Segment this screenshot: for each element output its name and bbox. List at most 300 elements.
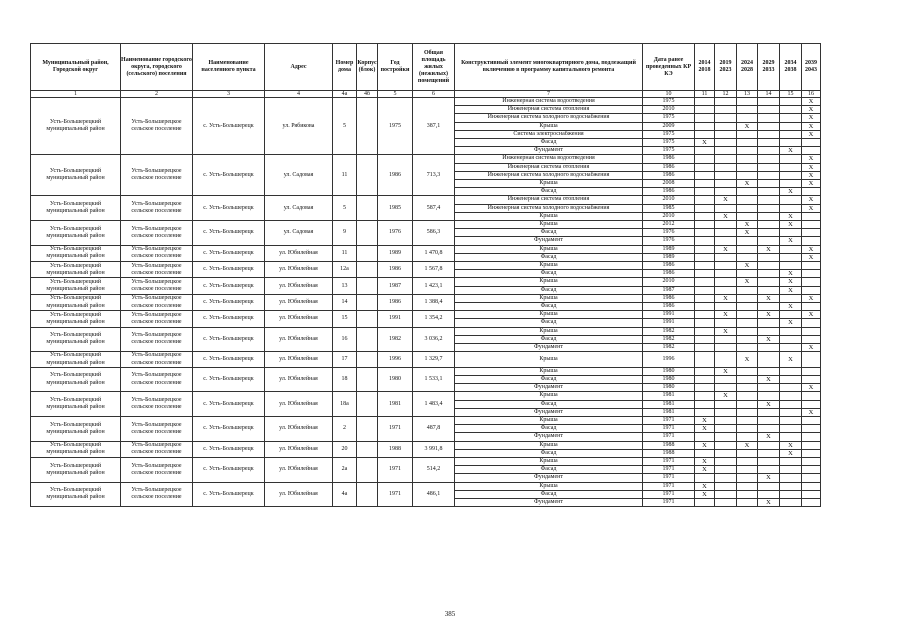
previous-repair-date-cell: 1986: [643, 171, 695, 179]
period-mark-cell: X: [802, 114, 821, 122]
house-settlement-cell: Усть-Большерецкое сельское поселение: [121, 221, 193, 246]
header-cell: Дата ранее проведенных КР КЭ: [643, 44, 695, 91]
period-mark-cell: [737, 237, 758, 245]
period-mark-cell: [695, 180, 715, 188]
house-building-cell: [357, 262, 378, 278]
period-mark-cell: [695, 229, 715, 237]
period-mark-cell: X: [802, 253, 821, 261]
period-mark-cell: X: [737, 352, 758, 367]
house-district-cell: Усть-Большерецкий муниципальный район: [31, 155, 121, 196]
period-mark-cell: [802, 466, 821, 474]
period-mark-cell: [758, 188, 780, 196]
period-mark-cell: [737, 367, 758, 375]
element-cell: Фасад: [455, 319, 643, 327]
house-building-cell: [357, 441, 378, 457]
period-mark-cell: [715, 114, 737, 122]
column-number: 14: [758, 91, 780, 98]
period-mark-cell: [780, 498, 802, 506]
period-mark-cell: X: [758, 400, 780, 408]
house-area-cell: 1 470,8: [413, 245, 455, 261]
house-locality-cell: с. Усть-Большерецк: [193, 196, 265, 221]
period-mark-cell: [780, 262, 802, 270]
period-mark-cell: [715, 490, 737, 498]
period-mark-cell: [802, 433, 821, 441]
period-mark-cell: X: [695, 425, 715, 433]
house-year-cell: 1986: [378, 294, 413, 310]
previous-repair-date-cell: 2010: [643, 196, 695, 204]
previous-repair-date-cell: 1976: [643, 229, 695, 237]
table-row: [31, 392, 821, 400]
house-year-cell: 1986: [378, 262, 413, 278]
period-mark-cell: [802, 457, 821, 465]
house-locality-cell: с. Усть-Большерецк: [193, 367, 265, 392]
period-mark-cell: [802, 392, 821, 400]
element-cell: Инженерная система отопления: [455, 106, 643, 114]
period-mark-cell: [780, 130, 802, 138]
period-mark-cell: [737, 106, 758, 114]
house-year-cell: 1976: [378, 221, 413, 246]
house-settlement-cell: Усть-Большерецкое сельское поселение: [121, 416, 193, 441]
period-mark-cell: [802, 482, 821, 490]
period-mark-cell: [695, 400, 715, 408]
house-settlement-cell: Усть-Большерецкое сельское поселение: [121, 196, 193, 221]
period-mark-cell: [780, 229, 802, 237]
previous-repair-date-cell: 1987: [643, 286, 695, 294]
period-mark-cell: [780, 98, 802, 106]
table-row: [31, 294, 821, 302]
house-building-cell: [357, 245, 378, 261]
period-mark-cell: X: [780, 237, 802, 245]
period-mark-cell: X: [695, 139, 715, 147]
period-mark-cell: [695, 147, 715, 155]
period-mark-cell: [737, 466, 758, 474]
period-mark-cell: [695, 303, 715, 311]
house-building-cell: [357, 416, 378, 441]
period-mark-cell: X: [715, 196, 737, 204]
house-locality-cell: с. Усть-Большерецк: [193, 482, 265, 507]
period-mark-cell: X: [715, 294, 737, 302]
house-locality-cell: с. Усть-Большерецк: [193, 416, 265, 441]
house-area-cell: 1 388,4: [413, 294, 455, 310]
period-mark-cell: X: [802, 311, 821, 319]
period-mark-cell: [758, 482, 780, 490]
period-mark-cell: [802, 188, 821, 196]
period-mark-cell: X: [802, 130, 821, 138]
period-mark-cell: X: [802, 180, 821, 188]
period-mark-cell: X: [802, 163, 821, 171]
header-cell: Корпус (блок): [357, 44, 378, 91]
period-mark-cell: X: [780, 441, 802, 449]
element-cell: Крыша: [455, 441, 643, 449]
house-year-cell: 1988: [378, 441, 413, 457]
period-mark-cell: X: [715, 392, 737, 400]
house-locality-cell: с. Усть-Большерецк: [193, 278, 265, 294]
house-locality-cell: с. Усть-Большерецк: [193, 294, 265, 310]
period-mark-cell: [802, 490, 821, 498]
period-mark-cell: [802, 278, 821, 286]
element-cell: Крыша: [455, 262, 643, 270]
previous-repair-date-cell: 1971: [643, 466, 695, 474]
period-mark-cell: X: [758, 311, 780, 319]
table-body: [31, 98, 821, 507]
previous-repair-date-cell: 1971: [643, 498, 695, 506]
house-building-cell: [357, 457, 378, 482]
house-locality-cell: с. Усть-Большерецк: [193, 457, 265, 482]
period-mark-cell: [758, 303, 780, 311]
previous-repair-date-cell: 1982: [643, 344, 695, 352]
table-row: [31, 262, 821, 270]
period-mark-cell: X: [780, 303, 802, 311]
house-settlement-cell: Усть-Большерецкое сельское поселение: [121, 327, 193, 352]
house-house-cell: 5: [333, 98, 357, 155]
period-mark-cell: [758, 253, 780, 261]
period-mark-cell: [715, 441, 737, 449]
period-mark-cell: X: [737, 229, 758, 237]
element-cell: Крыша: [455, 278, 643, 286]
house-year-cell: 1996: [378, 352, 413, 367]
house-area-cell: 514,2: [413, 457, 455, 482]
house-area-cell: 1 567,8: [413, 262, 455, 278]
period-mark-cell: [737, 130, 758, 138]
period-mark-cell: [737, 163, 758, 171]
element-cell: Фасад: [455, 425, 643, 433]
period-mark-cell: X: [780, 319, 802, 327]
element-cell: Фасад: [455, 303, 643, 311]
previous-repair-date-cell: 1971: [643, 416, 695, 424]
period-mark-cell: [758, 449, 780, 457]
period-mark-cell: [758, 441, 780, 449]
house-settlement-cell: Усть-Большерецкое сельское поселение: [121, 457, 193, 482]
table-row: [31, 155, 821, 163]
house-house-cell: 9: [333, 221, 357, 246]
period-mark-cell: [737, 147, 758, 155]
period-mark-cell: [695, 311, 715, 319]
period-mark-cell: [715, 155, 737, 163]
period-mark-cell: [695, 171, 715, 179]
element-cell: Крыша: [455, 311, 643, 319]
element-cell: Фасад: [455, 375, 643, 383]
period-mark-cell: [715, 122, 737, 130]
period-mark-cell: [802, 229, 821, 237]
period-mark-cell: [715, 253, 737, 261]
period-mark-cell: [715, 229, 737, 237]
header-cell: Год постройки: [378, 44, 413, 91]
house-year-cell: 1971: [378, 416, 413, 441]
period-mark-cell: X: [802, 98, 821, 106]
period-mark-cell: [715, 106, 737, 114]
period-mark-cell: [758, 114, 780, 122]
house-address-cell: ул. Юбилейная: [265, 457, 333, 482]
period-mark-cell: [802, 474, 821, 482]
period-mark-cell: [737, 327, 758, 335]
house-settlement-cell: Усть-Большерецкое сельское поселение: [121, 367, 193, 392]
table-row: [31, 98, 821, 106]
period-mark-cell: X: [715, 245, 737, 253]
element-cell: Фасад: [455, 270, 643, 278]
period-mark-cell: [695, 196, 715, 204]
period-mark-cell: [715, 449, 737, 457]
element-cell: Фасад: [455, 139, 643, 147]
house-area-cell: 713,3: [413, 155, 455, 196]
house-locality-cell: с. Усть-Большерецк: [193, 155, 265, 196]
period-mark-cell: [758, 139, 780, 147]
period-mark-cell: X: [758, 474, 780, 482]
period-mark-cell: [802, 303, 821, 311]
period-mark-cell: [737, 98, 758, 106]
column-number-row: [31, 91, 821, 98]
period-mark-cell: [780, 335, 802, 343]
house-building-cell: [357, 278, 378, 294]
period-mark-cell: [737, 253, 758, 261]
column-number: 4б: [357, 91, 378, 98]
house-area-cell: 387,1: [413, 98, 455, 155]
element-cell: Инженерная система холодного водоснабжения: [455, 114, 643, 122]
house-locality-cell: с. Усть-Большерецк: [193, 441, 265, 457]
period-mark-cell: [715, 466, 737, 474]
element-cell: Фасад: [455, 253, 643, 261]
period-mark-cell: [715, 278, 737, 286]
house-address-cell: ул. Юбилейная: [265, 294, 333, 310]
period-mark-cell: X: [695, 441, 715, 449]
header-cell: 2024 2028: [737, 44, 758, 91]
house-district-cell: Усть-Большерецкий муниципальный район: [31, 311, 121, 327]
period-mark-cell: [802, 375, 821, 383]
element-cell: Фасад: [455, 335, 643, 343]
column-number: 13: [737, 91, 758, 98]
table-row: [31, 416, 821, 424]
period-mark-cell: [802, 237, 821, 245]
period-mark-cell: X: [780, 212, 802, 220]
period-mark-cell: [715, 457, 737, 465]
period-mark-cell: [737, 286, 758, 294]
column-number: 10: [643, 91, 695, 98]
house-settlement-cell: Усть-Большерецкое сельское поселение: [121, 311, 193, 327]
house-district-cell: Усть-Большерецкий муниципальный район: [31, 327, 121, 352]
previous-repair-date-cell: 1971: [643, 425, 695, 433]
house-address-cell: ул. Юбилейная: [265, 352, 333, 367]
period-mark-cell: [780, 375, 802, 383]
period-mark-cell: [737, 311, 758, 319]
period-mark-cell: X: [802, 408, 821, 416]
period-mark-cell: X: [780, 270, 802, 278]
table-row: [31, 441, 821, 449]
period-mark-cell: [780, 122, 802, 130]
period-mark-cell: [802, 319, 821, 327]
period-mark-cell: [758, 344, 780, 352]
period-mark-cell: [695, 319, 715, 327]
period-mark-cell: X: [780, 449, 802, 457]
house-settlement-cell: Усть-Большерецкое сельское поселение: [121, 278, 193, 294]
house-year-cell: 1982: [378, 327, 413, 352]
period-mark-cell: X: [802, 294, 821, 302]
period-mark-cell: [695, 335, 715, 343]
previous-repair-date-cell: 1986: [643, 303, 695, 311]
period-mark-cell: [737, 400, 758, 408]
previous-repair-date-cell: 1985: [643, 204, 695, 212]
previous-repair-date-cell: 1996: [643, 352, 695, 367]
house-house-cell: 2а: [333, 457, 357, 482]
house-year-cell: 1975: [378, 98, 413, 155]
previous-repair-date-cell: 1971: [643, 490, 695, 498]
header-cell: 2014 2018: [695, 44, 715, 91]
period-mark-cell: [695, 155, 715, 163]
house-building-cell: [357, 392, 378, 417]
previous-repair-date-cell: 1986: [643, 188, 695, 196]
table-row: [31, 352, 821, 367]
period-mark-cell: [695, 253, 715, 261]
period-mark-cell: [780, 425, 802, 433]
house-house-cell: 2: [333, 416, 357, 441]
period-mark-cell: [758, 384, 780, 392]
period-mark-cell: X: [737, 262, 758, 270]
house-address-cell: ул. Юбилейная: [265, 262, 333, 278]
element-cell: Крыша: [455, 482, 643, 490]
house-house-cell: 20: [333, 441, 357, 457]
house-settlement-cell: Усть-Большерецкое сельское поселение: [121, 294, 193, 310]
period-mark-cell: [758, 416, 780, 424]
house-building-cell: [357, 294, 378, 310]
house-locality-cell: с. Усть-Большерецк: [193, 311, 265, 327]
house-settlement-cell: Усть-Большерецкое сельское поселение: [121, 262, 193, 278]
period-mark-cell: [802, 335, 821, 343]
house-settlement-cell: Усть-Большерецкое сельское поселение: [121, 392, 193, 417]
period-mark-cell: X: [802, 122, 821, 130]
period-mark-cell: X: [802, 155, 821, 163]
period-mark-cell: [758, 163, 780, 171]
previous-repair-date-cell: 1986: [643, 155, 695, 163]
house-district-cell: Усть-Большерецкий муниципальный район: [31, 221, 121, 246]
period-mark-cell: [715, 433, 737, 441]
period-mark-cell: [758, 130, 780, 138]
column-number: 15: [780, 91, 802, 98]
period-mark-cell: [737, 171, 758, 179]
house-year-cell: 1981: [378, 392, 413, 417]
period-mark-cell: [758, 352, 780, 367]
period-mark-cell: [758, 155, 780, 163]
period-mark-cell: [758, 171, 780, 179]
period-mark-cell: [780, 204, 802, 212]
period-mark-cell: [695, 212, 715, 220]
element-cell: Фундамент: [455, 498, 643, 506]
period-mark-cell: [758, 180, 780, 188]
period-mark-cell: [715, 98, 737, 106]
header-cell: Муниципальный район, Городской округ: [31, 44, 121, 91]
house-settlement-cell: Усть-Большерецкое сельское поселение: [121, 482, 193, 507]
element-cell: Крыша: [455, 352, 643, 367]
period-mark-cell: X: [715, 311, 737, 319]
house-area-cell: 586,3: [413, 221, 455, 246]
house-district-cell: Усть-Большерецкий муниципальный район: [31, 441, 121, 457]
house-area-cell: 3 036,2: [413, 327, 455, 352]
table-row: [31, 278, 821, 286]
house-locality-cell: с. Усть-Большерецк: [193, 392, 265, 417]
period-mark-cell: [695, 163, 715, 171]
previous-repair-date-cell: 1976: [643, 237, 695, 245]
period-mark-cell: [780, 114, 802, 122]
house-year-cell: 1989: [378, 245, 413, 261]
period-mark-cell: [802, 400, 821, 408]
period-mark-cell: X: [737, 278, 758, 286]
previous-repair-date-cell: 2010: [643, 278, 695, 286]
period-mark-cell: [715, 408, 737, 416]
period-mark-cell: [715, 344, 737, 352]
page-number: 385: [444, 610, 456, 618]
house-settlement-cell: Усть-Большерецкое сельское поселение: [121, 352, 193, 367]
period-mark-cell: [802, 212, 821, 220]
house-year-cell: 1986: [378, 155, 413, 196]
header-cell: 2034 2038: [780, 44, 802, 91]
period-mark-cell: [802, 425, 821, 433]
period-mark-cell: [780, 400, 802, 408]
period-mark-cell: [802, 416, 821, 424]
element-cell: Инженерная система отопления: [455, 196, 643, 204]
period-mark-cell: [695, 392, 715, 400]
capital-repair-table: [30, 43, 821, 507]
period-mark-cell: [715, 204, 737, 212]
house-district-cell: Усть-Большерецкий муниципальный район: [31, 367, 121, 392]
period-mark-cell: X: [780, 278, 802, 286]
period-mark-cell: [780, 196, 802, 204]
period-mark-cell: [695, 130, 715, 138]
house-house-cell: 4а: [333, 482, 357, 507]
house-year-cell: 1985: [378, 196, 413, 221]
period-mark-cell: [802, 139, 821, 147]
period-mark-cell: X: [802, 196, 821, 204]
house-district-cell: Усть-Большерецкий муниципальный район: [31, 98, 121, 155]
previous-repair-date-cell: 1980: [643, 367, 695, 375]
period-mark-cell: X: [695, 490, 715, 498]
element-cell: Фундамент: [455, 384, 643, 392]
period-mark-cell: X: [780, 147, 802, 155]
house-locality-cell: с. Усть-Большерецк: [193, 98, 265, 155]
period-mark-cell: [802, 449, 821, 457]
element-cell: Фасад: [455, 188, 643, 196]
period-mark-cell: X: [802, 344, 821, 352]
previous-repair-date-cell: 1991: [643, 311, 695, 319]
header-cell: Наименование городского округа, городского (сельского) поселения: [121, 44, 193, 91]
period-mark-cell: [715, 286, 737, 294]
house-district-cell: Усть-Большерецкий муниципальный район: [31, 352, 121, 367]
period-mark-cell: [758, 229, 780, 237]
period-mark-cell: [780, 490, 802, 498]
period-mark-cell: [695, 344, 715, 352]
house-house-cell: 14: [333, 294, 357, 310]
house-district-cell: Усть-Большерецкий муниципальный район: [31, 262, 121, 278]
house-locality-cell: с. Усть-Большерецк: [193, 327, 265, 352]
period-mark-cell: [758, 319, 780, 327]
period-mark-cell: [780, 311, 802, 319]
period-mark-cell: [695, 245, 715, 253]
period-mark-cell: [802, 352, 821, 367]
element-cell: Крыша: [455, 180, 643, 188]
period-mark-cell: [737, 384, 758, 392]
period-mark-cell: [695, 375, 715, 383]
period-mark-cell: [780, 139, 802, 147]
period-mark-cell: [780, 171, 802, 179]
period-mark-cell: [737, 335, 758, 343]
period-mark-cell: [737, 474, 758, 482]
house-house-cell: 17: [333, 352, 357, 367]
house-building-cell: [357, 352, 378, 367]
house-address-cell: ул. Юбилейная: [265, 441, 333, 457]
period-mark-cell: [758, 237, 780, 245]
column-number: 11: [695, 91, 715, 98]
element-cell: Инженерная система водоотведения: [455, 155, 643, 163]
period-mark-cell: [695, 498, 715, 506]
house-address-cell: ул. Юбилейная: [265, 482, 333, 507]
previous-repair-date-cell: 1986: [643, 262, 695, 270]
house-area-cell: 487,8: [413, 416, 455, 441]
